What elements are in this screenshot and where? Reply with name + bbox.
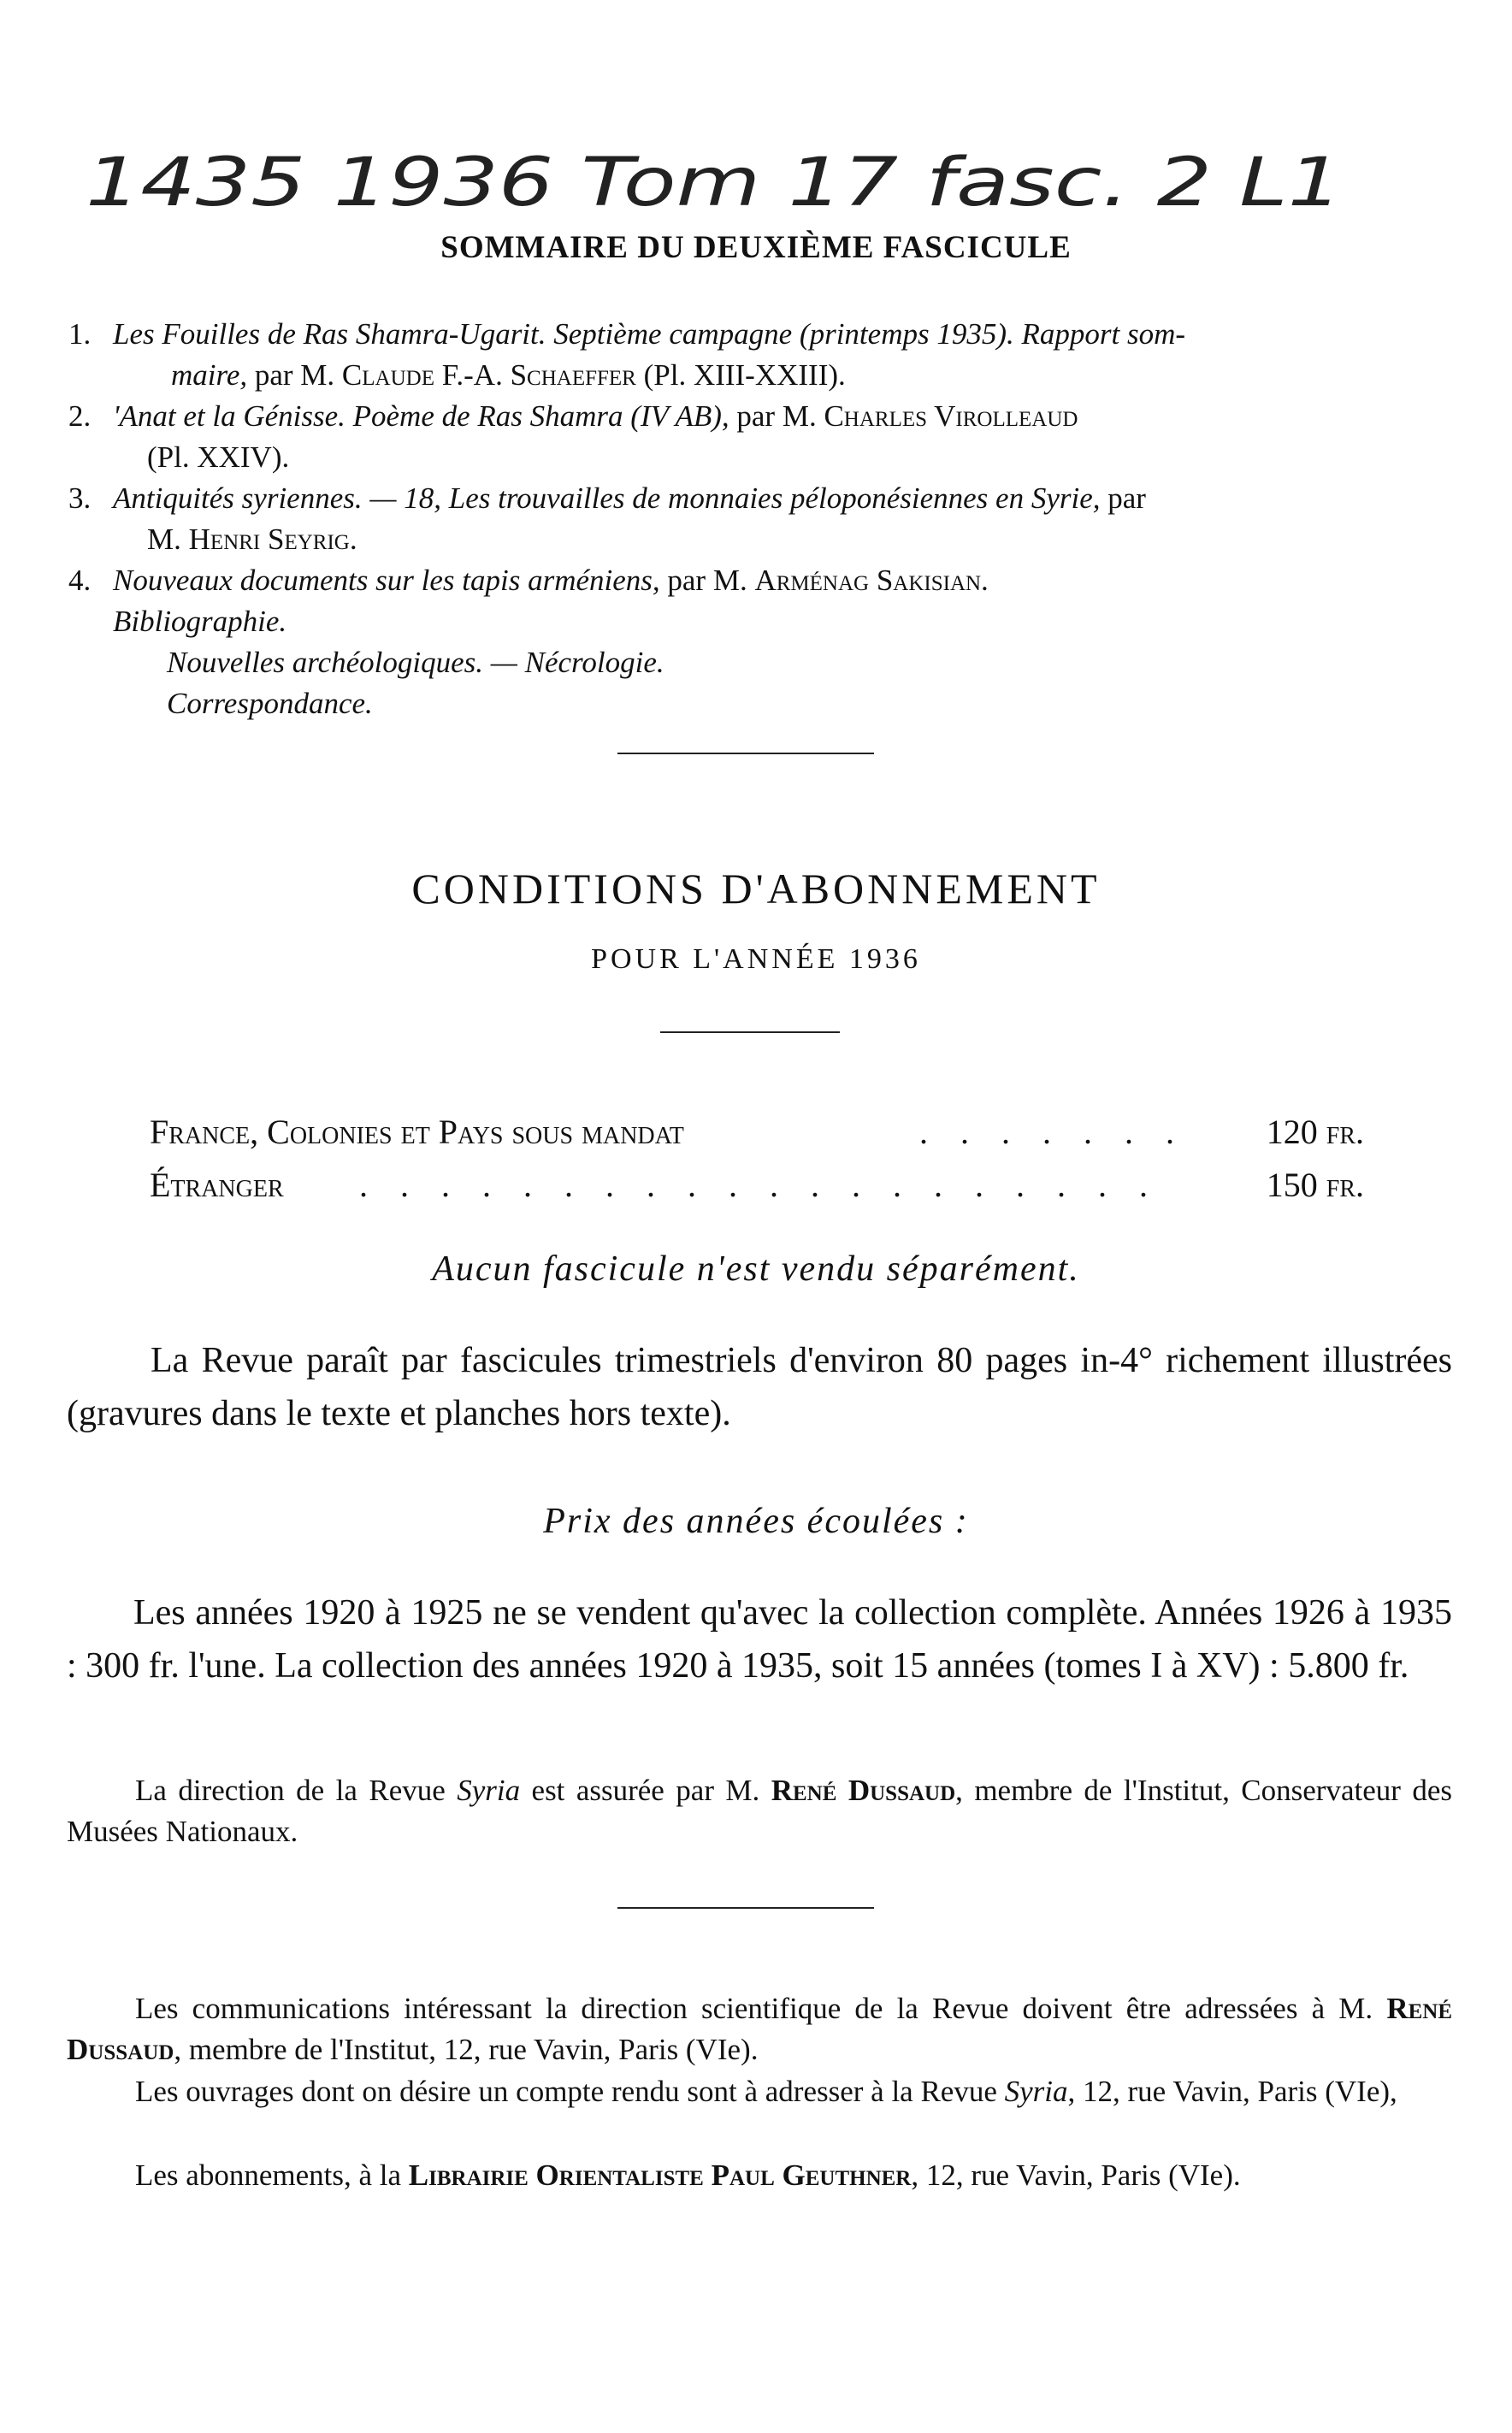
abonnements-paragraph [67,2155,1452,2196]
toc-item-3-cont [68,519,1454,560]
toc-correspondance [68,683,1454,724]
publisher-name: Librairie Orientaliste Paul Geuthner [408,2158,912,2192]
toc-extra: Nouvelles archéologiques. — Nécrologie. [167,646,664,679]
toc-item-2 [68,396,1454,437]
toc-title: Antiquités syriennes. — 18, Les trouvailles de monnaies péloponésiennes en Syrie, [113,481,1101,515]
director-name: René Dussaud [67,1992,1452,2066]
toc-par: par [1100,481,1146,515]
ouvrages-text: , 12, rue Vavin, Paris (VIe), [1067,2075,1397,2108]
divider [617,1907,874,1909]
communications-text: Les communications intéressant la direction scientifique de la Revue doivent être adressées à M. [135,1992,1387,2025]
toc-author: Henri Seyrig. [188,523,357,556]
toc-author: Arménag Sakisian. [754,564,989,597]
toc-number: 2. [68,399,92,433]
toc-item-3 [68,478,1454,519]
toc-par: par M. [659,564,755,597]
direction-text: La direction de la Revue [135,1774,458,1807]
director-name: René Dussaud [771,1774,956,1807]
price-amount: 150 fr. [1266,1166,1364,1204]
price-amount: 120 fr. [1266,1113,1364,1151]
toc-item-4 [68,560,1454,601]
toc-item-1-cont [68,355,1454,396]
conditions-subtitle: POUR L'ANNÉE 1936 [591,943,921,975]
prix-paragraph: Les années 1920 à 1925 ne se vendent qu'avec la collection complète. Années 1926 à 1935 : 300 fr. l'une. La collection des années 1920 à 1935, soit 15 années (tomes I à XV) : 5.800 fr. [67,1593,1452,1686]
conditions-title: CONDITIONS D'ABONNEMENT [411,865,1101,912]
price-row-etranger [150,1165,1364,1214]
ouvrages-paragraph [67,2071,1452,2112]
toc-monsieur: M. [147,523,189,556]
toc-plates: (Pl. XIII-XXIII). [635,358,846,392]
sommaire-list [68,314,1454,724]
toc-par: par M. [247,358,342,392]
toc-title: Les Fouilles de Ras Shamra-Ugarit. Septième campagne (printemps 1935). Rapport som- [113,317,1186,351]
communications-paragraph [67,1988,1452,2070]
toc-author: Charles Virolleaud [824,399,1078,433]
toc-number: 1. [68,317,92,351]
price-dots: . . . . . . . [919,1113,1186,1151]
vente-note: Aucun fascicule n'est vendu séparément. [432,1249,1080,1289]
revue-description: La Revue paraît par fascicules trimestriels d'environ 80 pages in-4° richement illustrées (gravures dans le texte et planches hors texte). [67,1341,1452,1433]
price-label: France, Colonies et Pays sous mandat [150,1113,684,1151]
toc-item-1 [68,314,1454,355]
revue-name: Syria [1004,2075,1068,2108]
divider [617,753,874,754]
communications-text: , membre de l'Institut, 12, rue Vavin, Paris (VIe). [174,2033,759,2066]
toc-plates: (Pl. XXIV). [147,440,290,474]
toc-author: Claude F.-A. Schaeffer [341,358,636,392]
toc-par: par M. [729,399,824,433]
direction-paragraph [67,1770,1452,1852]
toc-nouvelles [68,642,1454,683]
revue-name: Syria [457,1774,521,1807]
abonnements-text: Les abonnements, à la [135,2158,409,2192]
price-row-france [150,1112,1364,1161]
prix-title: Prix des années écoulées : [543,1502,969,1541]
handwritten-text: 1435 1936 Tom 17 fasc. 2 L1 [86,145,1343,221]
sommaire-title: SOMMAIRE DU DEUXIÈME FASCICULE [440,230,1072,265]
toc-number: 4. [68,564,92,597]
direction-text: est assurée par M. [520,1774,771,1807]
handwritten-annotation [86,145,1351,222]
toc-item-2-cont [68,437,1454,478]
toc-extra: Bibliographie. [113,605,287,638]
toc-title: 'Anat et la Génisse. Poème de Ras Shamra (IV AB), [113,399,729,433]
abonnements-text: , 12, rue Vavin, Paris (VIe). [911,2158,1241,2192]
price-dots: . . . . . . . . . . . . . . . . . . . . [359,1166,1160,1204]
toc-extra: Correspondance. [167,687,373,720]
divider [660,1031,840,1033]
toc-title-cont: maire, [171,358,248,392]
price-label: Étranger [150,1166,284,1204]
ouvrages-text: Les ouvrages dont on désire un compte rendu sont à adresser à la Revue [135,2075,1005,2108]
toc-title: Nouveaux documents sur les tapis arméniens, [113,564,660,597]
direction-text: , membre de l'Institut, Conservateur des Musées Nationaux. [67,1774,1452,1848]
toc-bibliographie [68,601,1454,642]
toc-number: 3. [68,481,92,515]
